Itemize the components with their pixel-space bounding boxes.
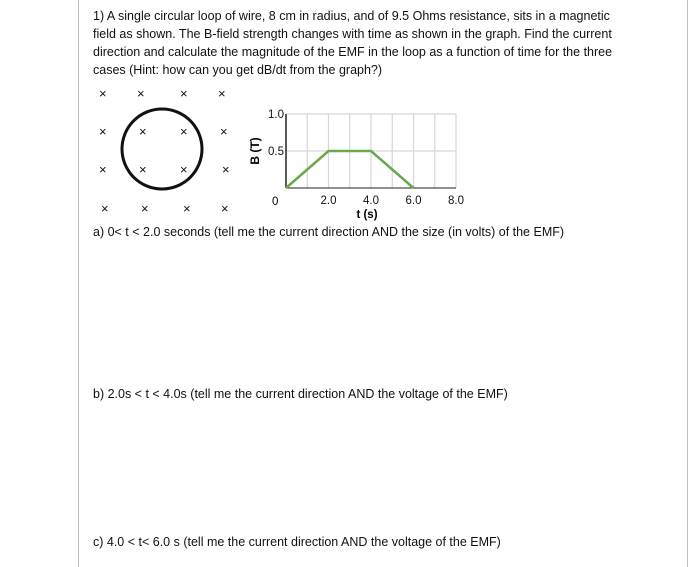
field-x: ×: [183, 201, 191, 216]
x-tick-label: 4.0: [363, 195, 379, 207]
field-x: ×: [139, 124, 147, 139]
field-x: ×: [101, 201, 109, 216]
field-x: ×: [220, 124, 228, 139]
field-x: ×: [180, 124, 188, 139]
origin-label: 0: [272, 196, 279, 208]
y-axis-label: B (T): [248, 137, 262, 165]
field-x: ×: [137, 86, 145, 101]
field-x: ×: [139, 162, 147, 177]
b-field-graph: [245, 106, 475, 224]
field-x: ×: [222, 162, 230, 177]
field-x: ×: [218, 86, 226, 101]
wire-loop: [122, 109, 202, 189]
x-tick-label: 8.0: [448, 195, 464, 207]
part-a-text: a) 0< t < 2.0 seconds (tell me the current direction AND the size (in volts) of the EMF): [93, 225, 565, 239]
question-text: 1) A single circular loop of wire, 8 cm in radius, and of 9.5 Ohms resistance, sits in a magnetic field as shown. The B-field strength changes with time as shown in the graph. Find the current direction and calculate the magnitude of the EMF in the loop as a function of time for the three cases (Hint: how can you get dB/dt from the graph?): [93, 9, 613, 77]
x-tick-label: 2.0: [320, 195, 337, 207]
field-x: ×: [99, 86, 107, 101]
field-marks: [99, 86, 230, 216]
field-x: ×: [99, 124, 107, 139]
part-c-text: c) 4.0 < t< 6.0 s (tell me the current direction AND the voltage of the EMF): [93, 535, 501, 549]
y-tick-label: 1.0: [268, 109, 284, 121]
y-tick-label: 0.5: [268, 146, 284, 158]
part-b-text: b) 2.0s < t < 4.0s (tell me the current direction AND the voltage of the EMF): [93, 387, 508, 401]
field-x: ×: [180, 162, 188, 177]
field-diagram: [90, 82, 240, 217]
field-x: ×: [180, 86, 188, 101]
field-x: ×: [141, 201, 149, 216]
field-x: ×: [221, 201, 229, 216]
x-axis-label: t (s): [356, 209, 378, 221]
x-tick-label: 6.0: [405, 195, 422, 207]
field-x: ×: [99, 162, 107, 177]
